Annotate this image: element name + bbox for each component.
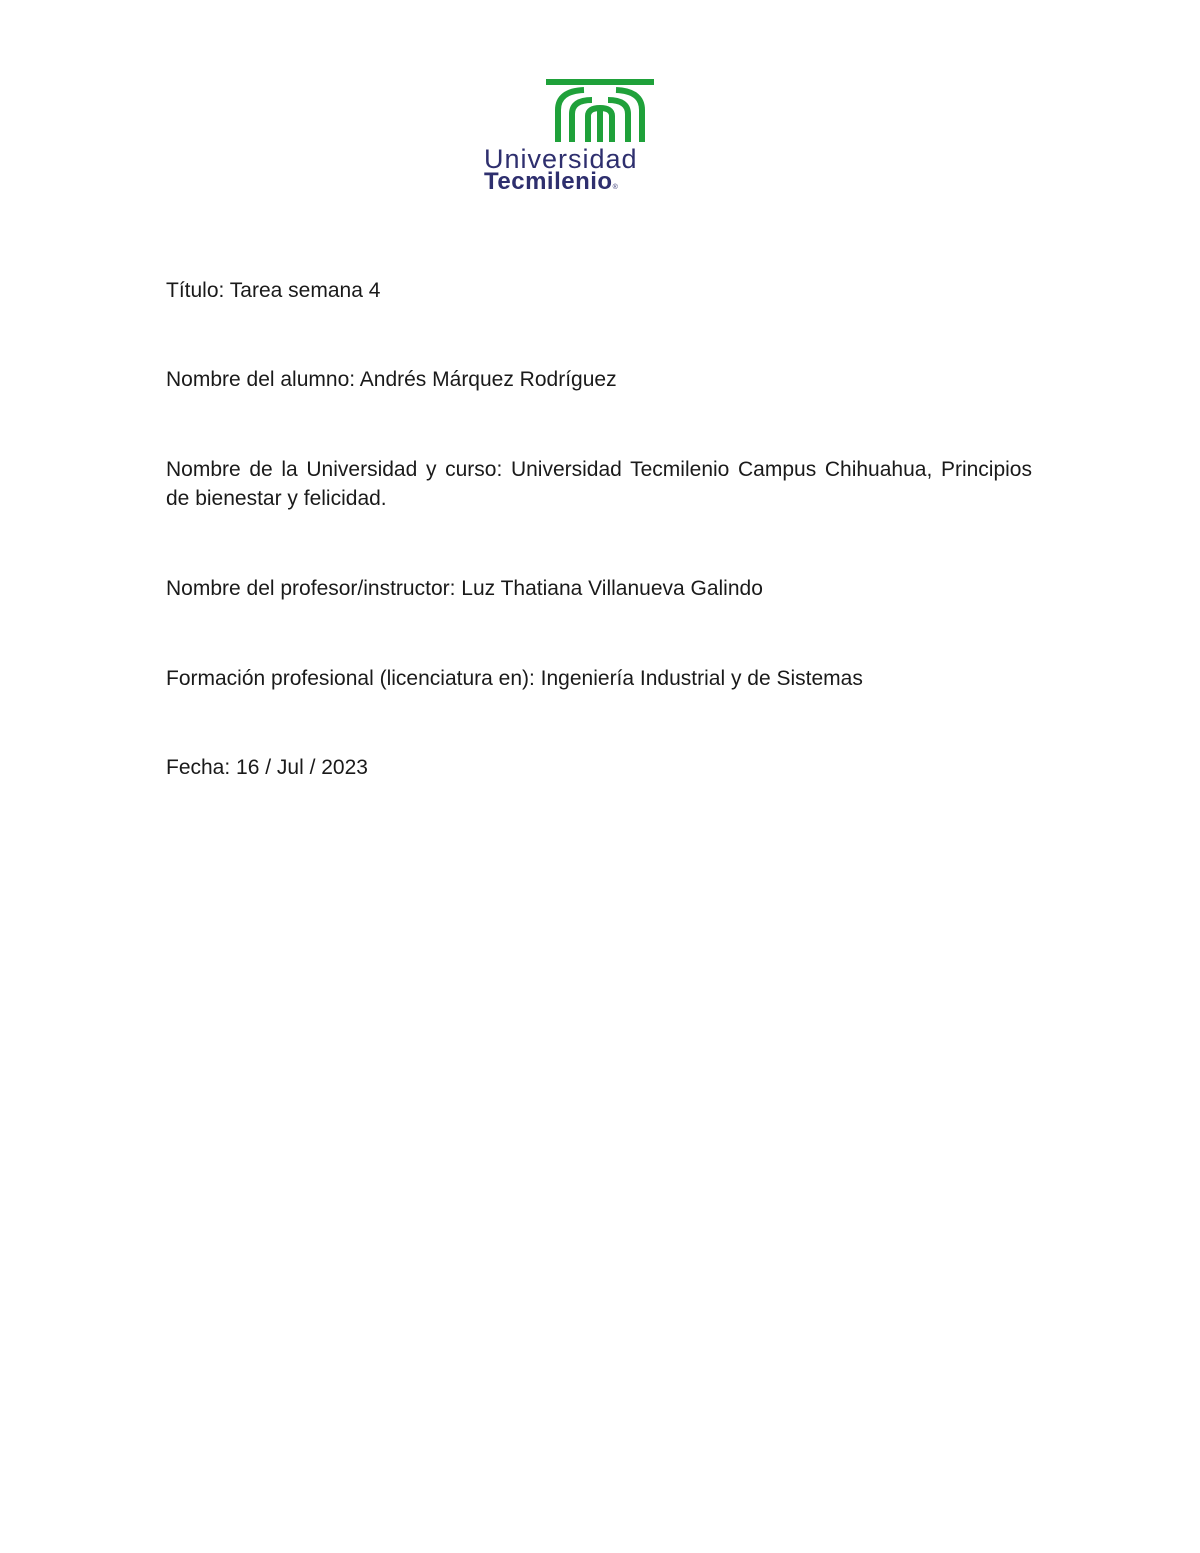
field-profesor: Nombre del profesor/instructor: Luz Thatiana Villanueva Galindo: [166, 577, 763, 600]
university-logo: [478, 70, 722, 202]
field-titulo: Título: Tarea semana 4: [166, 279, 381, 302]
registered-mark: ®: [612, 184, 619, 191]
logo-wordmark-tecmilenio: [484, 170, 724, 194]
logo-wordmark-universidad: Universidad: [484, 144, 638, 174]
field-nombre-alumno: Nombre del alumno: Andrés Márquez Rodríguez: [166, 368, 617, 391]
tecmilenio-arches-logo-icon: [544, 76, 656, 142]
field-universidad-curso: Nombre de la Universidad y curso: Universidad Tecmilenio Campus Chihuahua, Principios de bienestar y felicidad.: [166, 458, 1032, 510]
field-formacion-profesional: Formación profesional (licenciatura en): Ingeniería Industrial y de Sistemas: [166, 667, 863, 690]
field-fecha: Fecha: 16 / Jul / 2023: [166, 756, 368, 779]
logo-wordmark-name: Tecmilenio: [484, 168, 613, 195]
